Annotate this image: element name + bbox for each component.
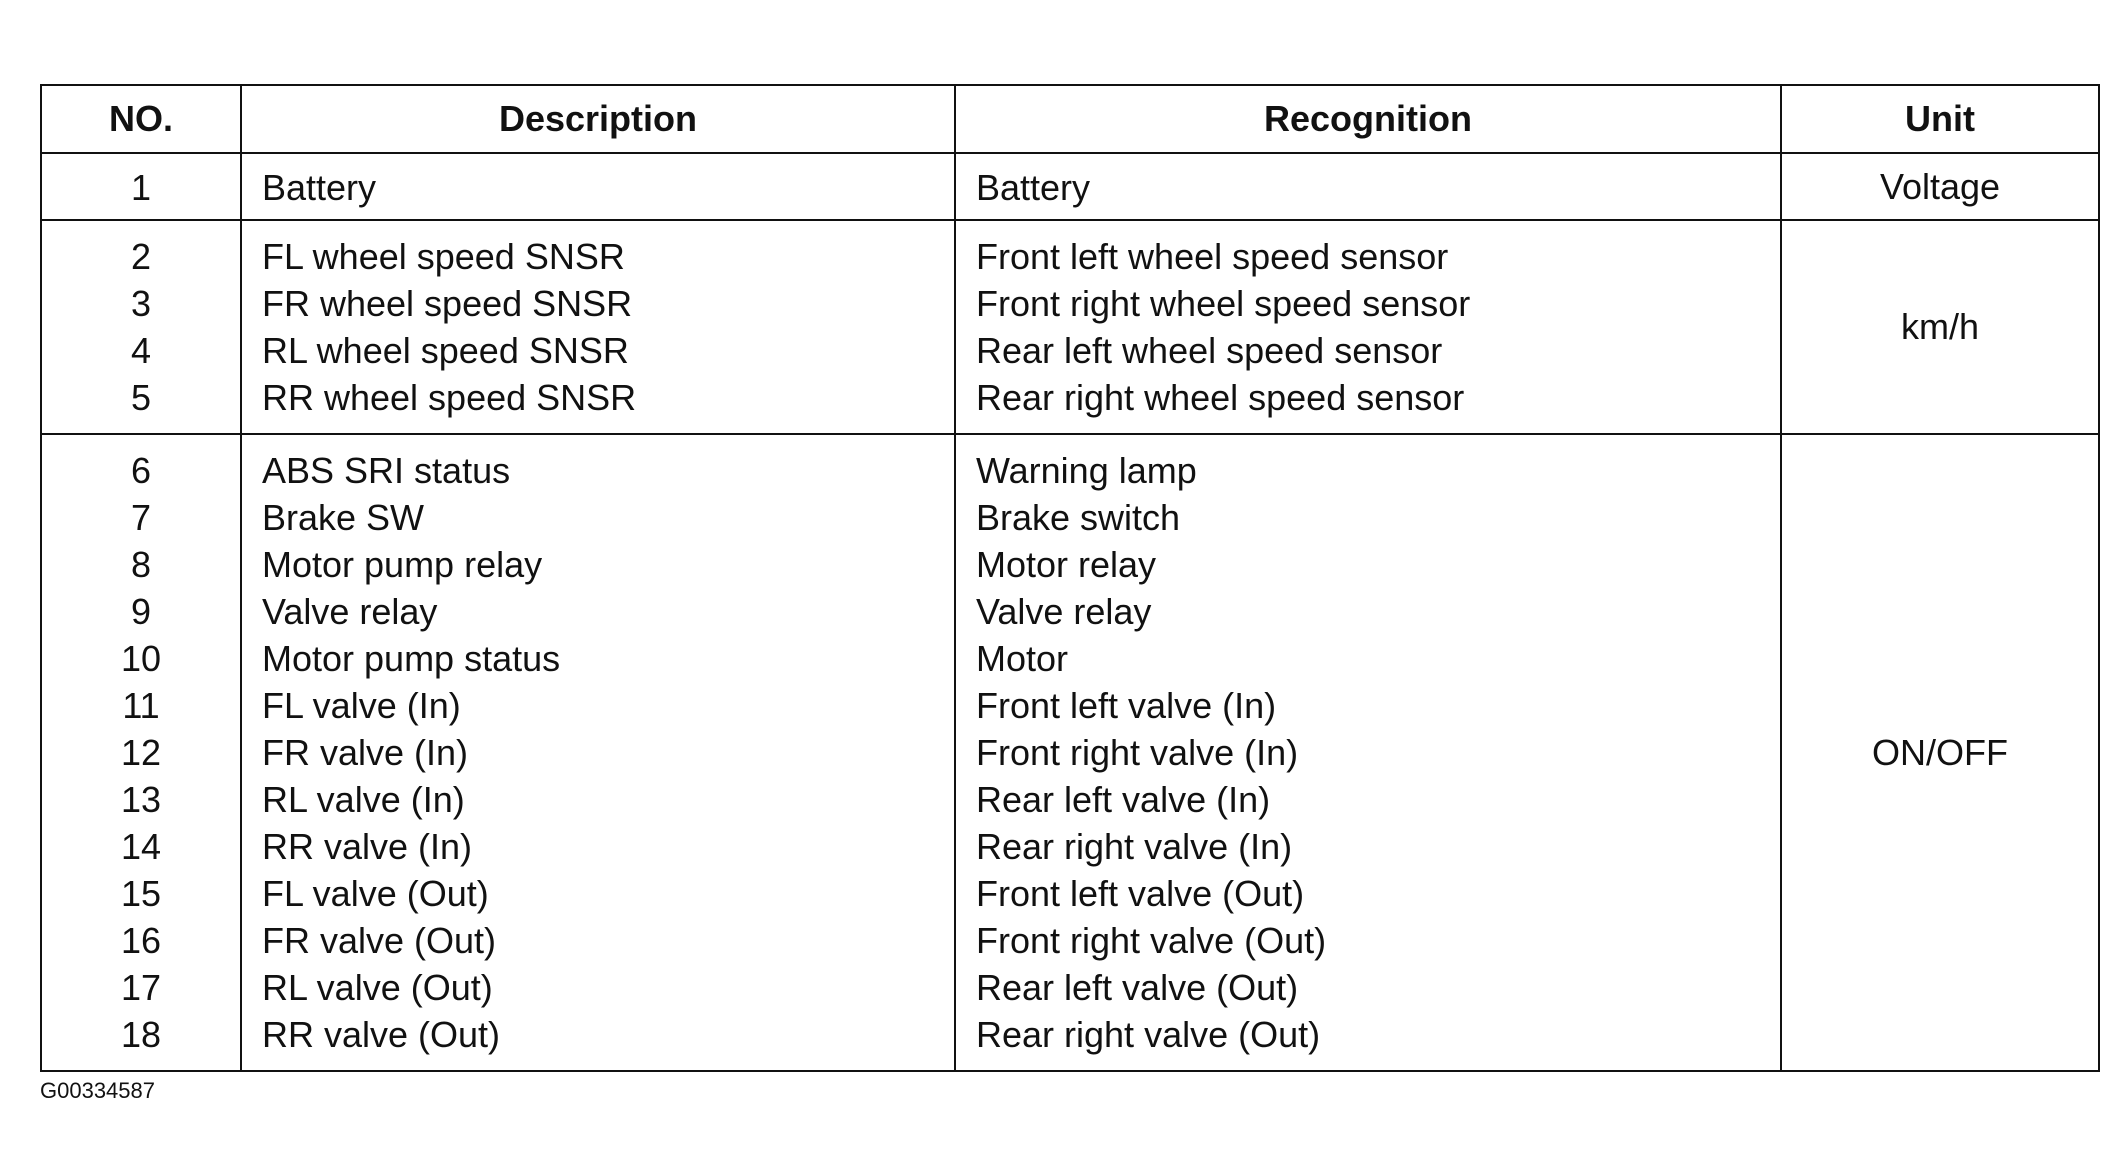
cell-description: FL valve (In) <box>262 685 461 726</box>
cell-no: 15 <box>120 873 162 914</box>
header-no: NO. <box>41 85 241 153</box>
cell-description: RL wheel speed SNSR <box>262 330 629 371</box>
cell-no: 14 <box>120 826 162 867</box>
cell-no-column <box>41 220 241 434</box>
cell-no: 11 <box>122 685 160 726</box>
cell-description: FR wheel speed SNSR <box>262 283 633 324</box>
header-unit: Unit <box>1781 85 2099 153</box>
cell-description-column <box>241 434 955 1071</box>
diagnostic-data-table-container <box>40 84 2098 1072</box>
cell-recognition: Front left valve (In) <box>976 685 1277 726</box>
cell-recognition: Rear left valve (In) <box>976 779 1271 820</box>
cell-no: 17 <box>120 967 162 1008</box>
table-row-group <box>41 434 2099 1071</box>
cell-recognition: Rear left valve (Out) <box>976 967 1299 1008</box>
cell-recognition: Front left wheel speed sensor <box>976 236 1449 277</box>
cell-description: RL valve (In) <box>262 779 465 820</box>
cell-unit: ON/OFF <box>1781 434 2099 1071</box>
cell-recognition: Front right wheel speed sensor <box>976 283 1471 324</box>
cell-no: 5 <box>130 377 152 418</box>
cell-description: Valve relay <box>262 591 438 632</box>
cell-description: Motor pump status <box>262 638 561 679</box>
cell-recognition: Motor relay <box>976 544 1157 585</box>
cell-no: 2 <box>130 236 152 277</box>
cell-description-column <box>241 220 955 434</box>
cell-no: 18 <box>120 1014 162 1055</box>
cell-no: 16 <box>120 920 162 961</box>
cell-recognition-column <box>955 434 1781 1071</box>
cell-description: Brake SW <box>262 497 425 538</box>
cell-description: FL valve (Out) <box>262 873 489 914</box>
cell-unit: Voltage <box>1781 153 2099 220</box>
cell-no: 12 <box>120 732 162 773</box>
cell-no: 4 <box>130 330 152 371</box>
cell-recognition: Valve relay <box>976 591 1152 632</box>
cell-recognition: Battery <box>976 167 1091 208</box>
cell-no-column <box>41 153 241 220</box>
table-body <box>41 153 2099 1071</box>
cell-recognition: Front right valve (Out) <box>976 920 1327 961</box>
header-description: Description <box>241 85 955 153</box>
cell-unit: km/h <box>1781 220 2099 434</box>
cell-description: Motor pump relay <box>262 544 543 585</box>
header-recognition: Recognition <box>955 85 1781 153</box>
cell-recognition-column <box>955 153 1781 220</box>
cell-no: 8 <box>130 544 152 585</box>
cell-recognition: Warning lamp <box>976 450 1197 491</box>
cell-no: 13 <box>120 779 162 820</box>
cell-description: RR valve (Out) <box>262 1014 501 1055</box>
cell-description: FR valve (In) <box>262 732 469 773</box>
table-row-group <box>41 220 2099 434</box>
cell-recognition: Rear right wheel speed sensor <box>976 377 1465 418</box>
cell-no-column <box>41 434 241 1071</box>
cell-no: 1 <box>130 167 152 208</box>
cell-no: 3 <box>130 283 152 324</box>
cell-description: RR valve (In) <box>262 826 473 867</box>
cell-recognition-column <box>955 220 1781 434</box>
cell-description: ABS SRI status <box>262 450 511 491</box>
diagnostic-data-table <box>40 84 2100 1072</box>
cell-no: 6 <box>130 450 152 491</box>
cell-no: 10 <box>120 638 162 679</box>
cell-recognition: Front right valve (In) <box>976 732 1299 773</box>
cell-description: RL valve (Out) <box>262 967 493 1008</box>
cell-recognition: Rear right valve (Out) <box>976 1014 1321 1055</box>
cell-recognition: Motor <box>976 638 1069 679</box>
cell-description: FL wheel speed SNSR <box>262 236 625 277</box>
cell-recognition: Front left valve (Out) <box>976 873 1305 914</box>
cell-recognition: Brake switch <box>976 497 1181 538</box>
cell-recognition: Rear left wheel speed sensor <box>976 330 1443 371</box>
cell-description: Battery <box>262 167 377 208</box>
table-header-row <box>41 85 2099 153</box>
cell-description-column <box>241 153 955 220</box>
figure-code: G00334587 <box>40 1078 155 1103</box>
cell-no: 7 <box>130 497 152 538</box>
cell-no: 9 <box>130 591 152 632</box>
cell-description: FR valve (Out) <box>262 920 497 961</box>
table-row-group <box>41 153 2099 220</box>
cell-description: RR wheel speed SNSR <box>262 377 637 418</box>
cell-recognition: Rear right valve (In) <box>976 826 1293 867</box>
